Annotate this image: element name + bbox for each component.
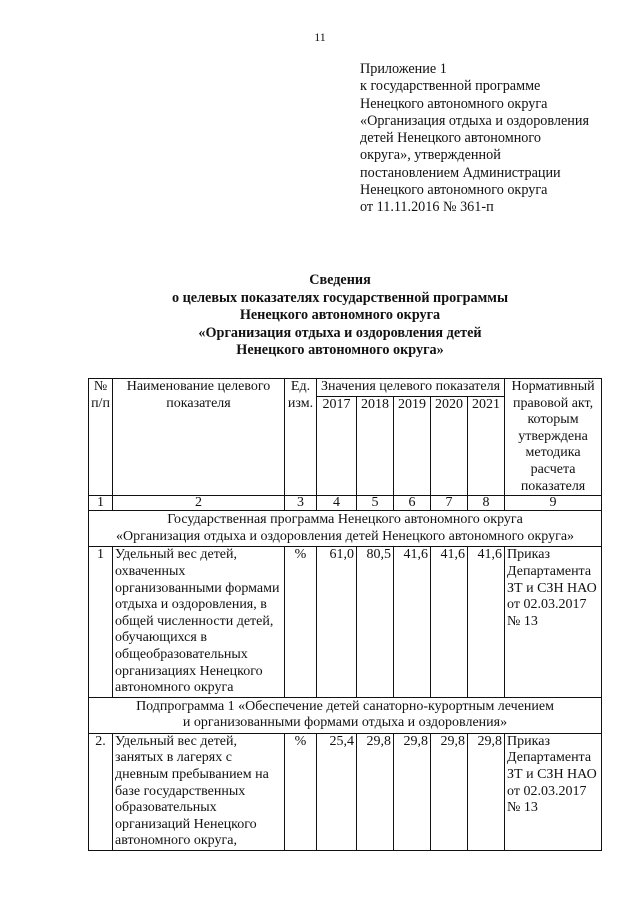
title-line: Ненецкого автономного округа xyxy=(239,307,441,323)
section-subprogram-line2: и организованными формами отдыха и оздоровления» xyxy=(182,715,508,731)
section-program-line2: «Организация отдыха и оздоровления детей Ненецкого автономного округа» xyxy=(115,528,575,544)
appendix-line: от 11.11.2016 № 361-п xyxy=(360,199,494,216)
column-number: 8 xyxy=(468,496,505,511)
row-name: Удельный вес детей, занятых в лагерях с дневным пребыванием на базе государственных образовательных организаций Ненецкого автономного округа, xyxy=(113,733,285,850)
appendix-line: Ненецкого автономного округа xyxy=(360,182,548,199)
section-subprogram-line1: Подпрограмма 1 «Обеспечение детей санаторно-курортным лечением xyxy=(136,698,554,714)
row-value-2017: 25,4 xyxy=(317,733,357,850)
column-number: 2 xyxy=(113,496,285,511)
column-number: 4 xyxy=(317,496,357,511)
row-value-2020: 29,8 xyxy=(431,733,468,850)
appendix-line: округа», утвержденной xyxy=(360,147,501,164)
header-values-group: Значения целевого показателя xyxy=(317,379,505,397)
section-subprogram xyxy=(89,697,602,733)
row-act: Приказ Департамента ЗТ и СЗН НАО от 02.03.2017 № 13 xyxy=(505,733,602,850)
section-program-line1: Государственная программа Ненецкого автономного округа xyxy=(167,512,523,528)
column-number: 9 xyxy=(505,496,602,511)
row-value-2021: 29,8 xyxy=(468,733,505,850)
header-year: 2017 xyxy=(317,397,357,496)
row-name: Удельный вес детей, охваченных организованными формами отдыха и оздоровления, в общей численности детей, обучающихся в общеобразовательных организациях Ненецкого автономного округа xyxy=(113,547,285,697)
row-value-2017: 61,0 xyxy=(317,547,357,697)
column-number: 7 xyxy=(431,496,468,511)
section-row-program xyxy=(89,511,602,547)
appendix-line: «Организация отдыха и оздоровления xyxy=(360,112,589,129)
row-value-2019: 29,8 xyxy=(394,733,431,850)
header-year: 2021 xyxy=(468,397,505,496)
header-name: Наименование целевого показателя xyxy=(113,379,285,496)
header-act: Нормативный правовой акт, которым утверждена методика расчета показателя xyxy=(505,379,602,496)
document-title xyxy=(60,272,620,360)
title-line: Ненецкого автономного округа» xyxy=(236,342,444,358)
header-year: 2019 xyxy=(394,397,431,496)
appendix-line: постановлением Администрации xyxy=(360,164,561,181)
appendix-line: к государственной программе xyxy=(360,78,541,95)
row-act: Приказ Департамента ЗТ и СЗН НАО от 02.03.2017 № 13 xyxy=(505,547,602,697)
header-num: № п/п xyxy=(89,379,113,496)
column-number: 3 xyxy=(285,496,317,511)
row-value-2020: 41,6 xyxy=(431,547,468,697)
header-year: 2020 xyxy=(431,397,468,496)
title-line: Сведения xyxy=(309,272,371,288)
title-line: «Организация отдыха и оздоровления детей xyxy=(198,324,482,341)
page-number: 11 xyxy=(314,30,326,44)
appendix-block xyxy=(360,61,620,217)
column-number: 1 xyxy=(89,496,113,511)
header-year: 2018 xyxy=(357,397,394,496)
row-value-2021: 41,6 xyxy=(468,547,505,697)
row-num: 2. xyxy=(89,733,113,850)
section-program xyxy=(89,511,602,547)
indicators-table xyxy=(88,378,602,851)
appendix-line: Ненецкого автономного округа xyxy=(360,95,548,112)
row-unit: % xyxy=(285,547,317,697)
column-number: 6 xyxy=(394,496,431,511)
row-num: 1 xyxy=(89,547,113,697)
column-numbers-row xyxy=(89,496,602,511)
table-row xyxy=(89,733,602,850)
row-value-2018: 29,8 xyxy=(357,733,394,850)
row-value-2019: 41,6 xyxy=(394,547,431,697)
row-unit: % xyxy=(285,733,317,850)
column-number: 5 xyxy=(357,496,394,511)
title-line: о целевых показателях государственной программы xyxy=(171,289,509,306)
row-value-2018: 80,5 xyxy=(357,547,394,697)
table-row xyxy=(89,547,602,697)
header-row xyxy=(89,379,602,397)
appendix-line: Приложение 1 xyxy=(360,61,447,77)
appendix-line: детей Ненецкого автономного xyxy=(360,130,541,147)
header-unit: Ед. изм. xyxy=(285,379,317,496)
section-row-subprogram xyxy=(89,697,602,733)
